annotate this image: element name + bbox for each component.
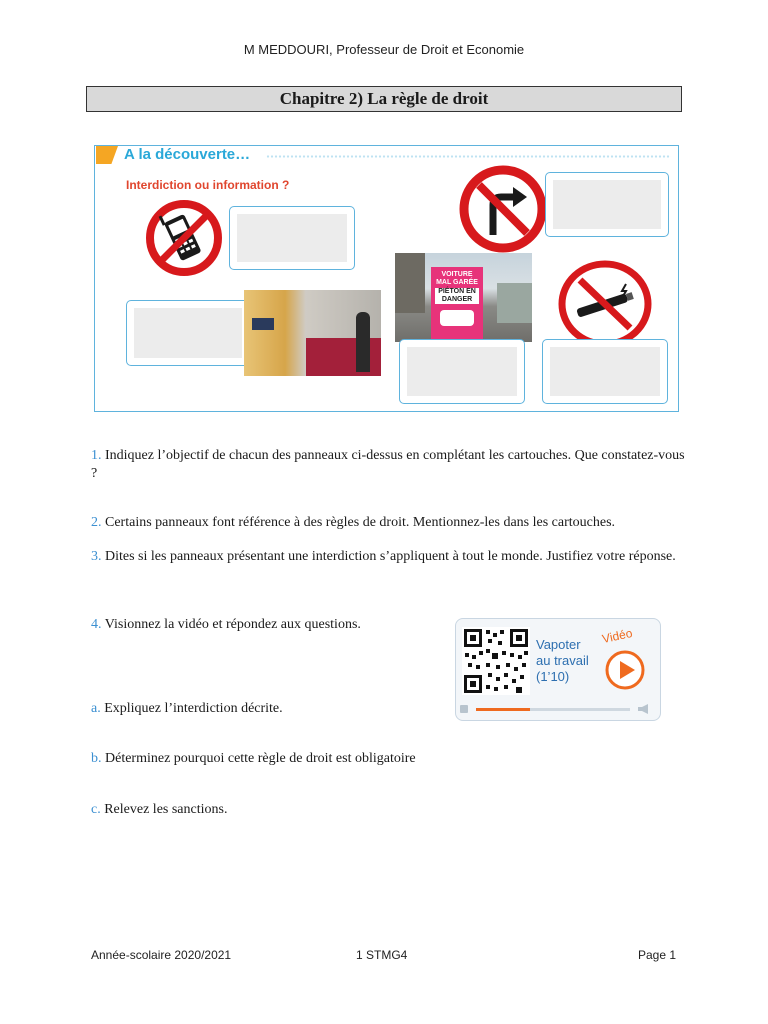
qr-code-icon[interactable] <box>462 627 530 695</box>
question-number: 4. <box>91 617 102 632</box>
meeting-room-photo <box>244 290 381 376</box>
question-4 <box>91 616 431 634</box>
subquestion-c <box>91 801 691 819</box>
video-duration: (1’10) <box>536 669 570 684</box>
answer-box-fill <box>550 347 660 396</box>
subquestion-b <box>91 750 691 768</box>
question-text: Visionnez la vidéo et répondez aux questions. <box>104 617 361 632</box>
video-widget[interactable] <box>455 618 661 721</box>
question-text: Expliquez l’interdiction décrite. <box>104 701 283 716</box>
video-title-line: au travail <box>536 653 589 668</box>
question-text: Dites si les panneaux présentant une interdiction s’appliquent à tout le monde. Justifiez votre réponse. <box>105 549 676 564</box>
title-dotted-rule <box>266 154 671 159</box>
question-text: Certains panneaux font référence à des règles de droit. Mentionnez-les dans les cartouches. <box>105 515 616 530</box>
answer-box-fill <box>407 347 517 396</box>
street-poster-photo <box>395 253 532 342</box>
question-text: Indiquez l’objectif de chacun des panneaux ci-dessus en complétant les cartouches. Que constatez-vous ? <box>91 448 685 481</box>
footer-page: Page 1 <box>638 948 677 962</box>
door-sign <box>252 318 274 330</box>
question-1 <box>91 447 691 483</box>
answer-box-4[interactable] <box>399 339 525 404</box>
progress-fill <box>476 708 530 711</box>
no-vaping-sign-icon <box>558 260 652 348</box>
play-button-icon[interactable] <box>604 649 646 691</box>
question-text: Relevez les sanctions. <box>104 802 228 817</box>
question-number: 3. <box>91 549 102 564</box>
answer-box-fill <box>134 308 242 358</box>
poster-line: MAL GARÉE <box>436 279 478 286</box>
video-title-line: Vapoter <box>536 637 581 652</box>
footer-class: 1 STMG4 <box>356 948 408 962</box>
volume-icon[interactable] <box>638 704 648 714</box>
page-header: M MEDDOURI, Professeur de Droit et Economie <box>243 42 525 57</box>
progress-track[interactable] <box>476 708 630 711</box>
footer-year: Année-scolaire 2020/2021 <box>91 948 232 962</box>
no-phone-sign-icon <box>144 198 224 278</box>
answer-box-3[interactable] <box>126 300 250 366</box>
video-badge-label: Vidéo <box>600 625 634 647</box>
no-right-turn-sign-icon <box>459 165 547 253</box>
car-illustration <box>440 310 474 326</box>
building <box>497 283 532 323</box>
answer-box-fill <box>553 180 661 229</box>
question-text: Déterminez pourquoi cette règle de droit est obligatoire <box>105 751 416 766</box>
poster-line: DANGER <box>435 296 479 304</box>
answer-box-5[interactable] <box>542 339 668 404</box>
building <box>395 253 425 313</box>
poster <box>431 267 483 339</box>
pause-icon[interactable] <box>460 705 468 713</box>
question-number: b. <box>91 751 102 766</box>
video-caption <box>536 637 606 685</box>
answer-box-1[interactable] <box>229 206 355 270</box>
poster-line: PIÉTON EN <box>435 288 479 296</box>
answer-box-2[interactable] <box>545 172 669 237</box>
discovery-subtitle: Interdiction ou information ? <box>126 178 290 192</box>
question-number: c. <box>91 802 101 817</box>
question-number: 1. <box>91 448 102 463</box>
question-number: a. <box>91 701 101 716</box>
answer-box-fill <box>237 214 347 262</box>
person <box>356 312 370 372</box>
question-2 <box>91 514 691 532</box>
question-3 <box>91 548 691 566</box>
poster-line: VOITURE <box>441 271 473 278</box>
question-number: 2. <box>91 515 102 530</box>
chapter-title: Chapitre 2) La règle de droit <box>86 86 682 112</box>
subquestion-a <box>91 700 431 718</box>
